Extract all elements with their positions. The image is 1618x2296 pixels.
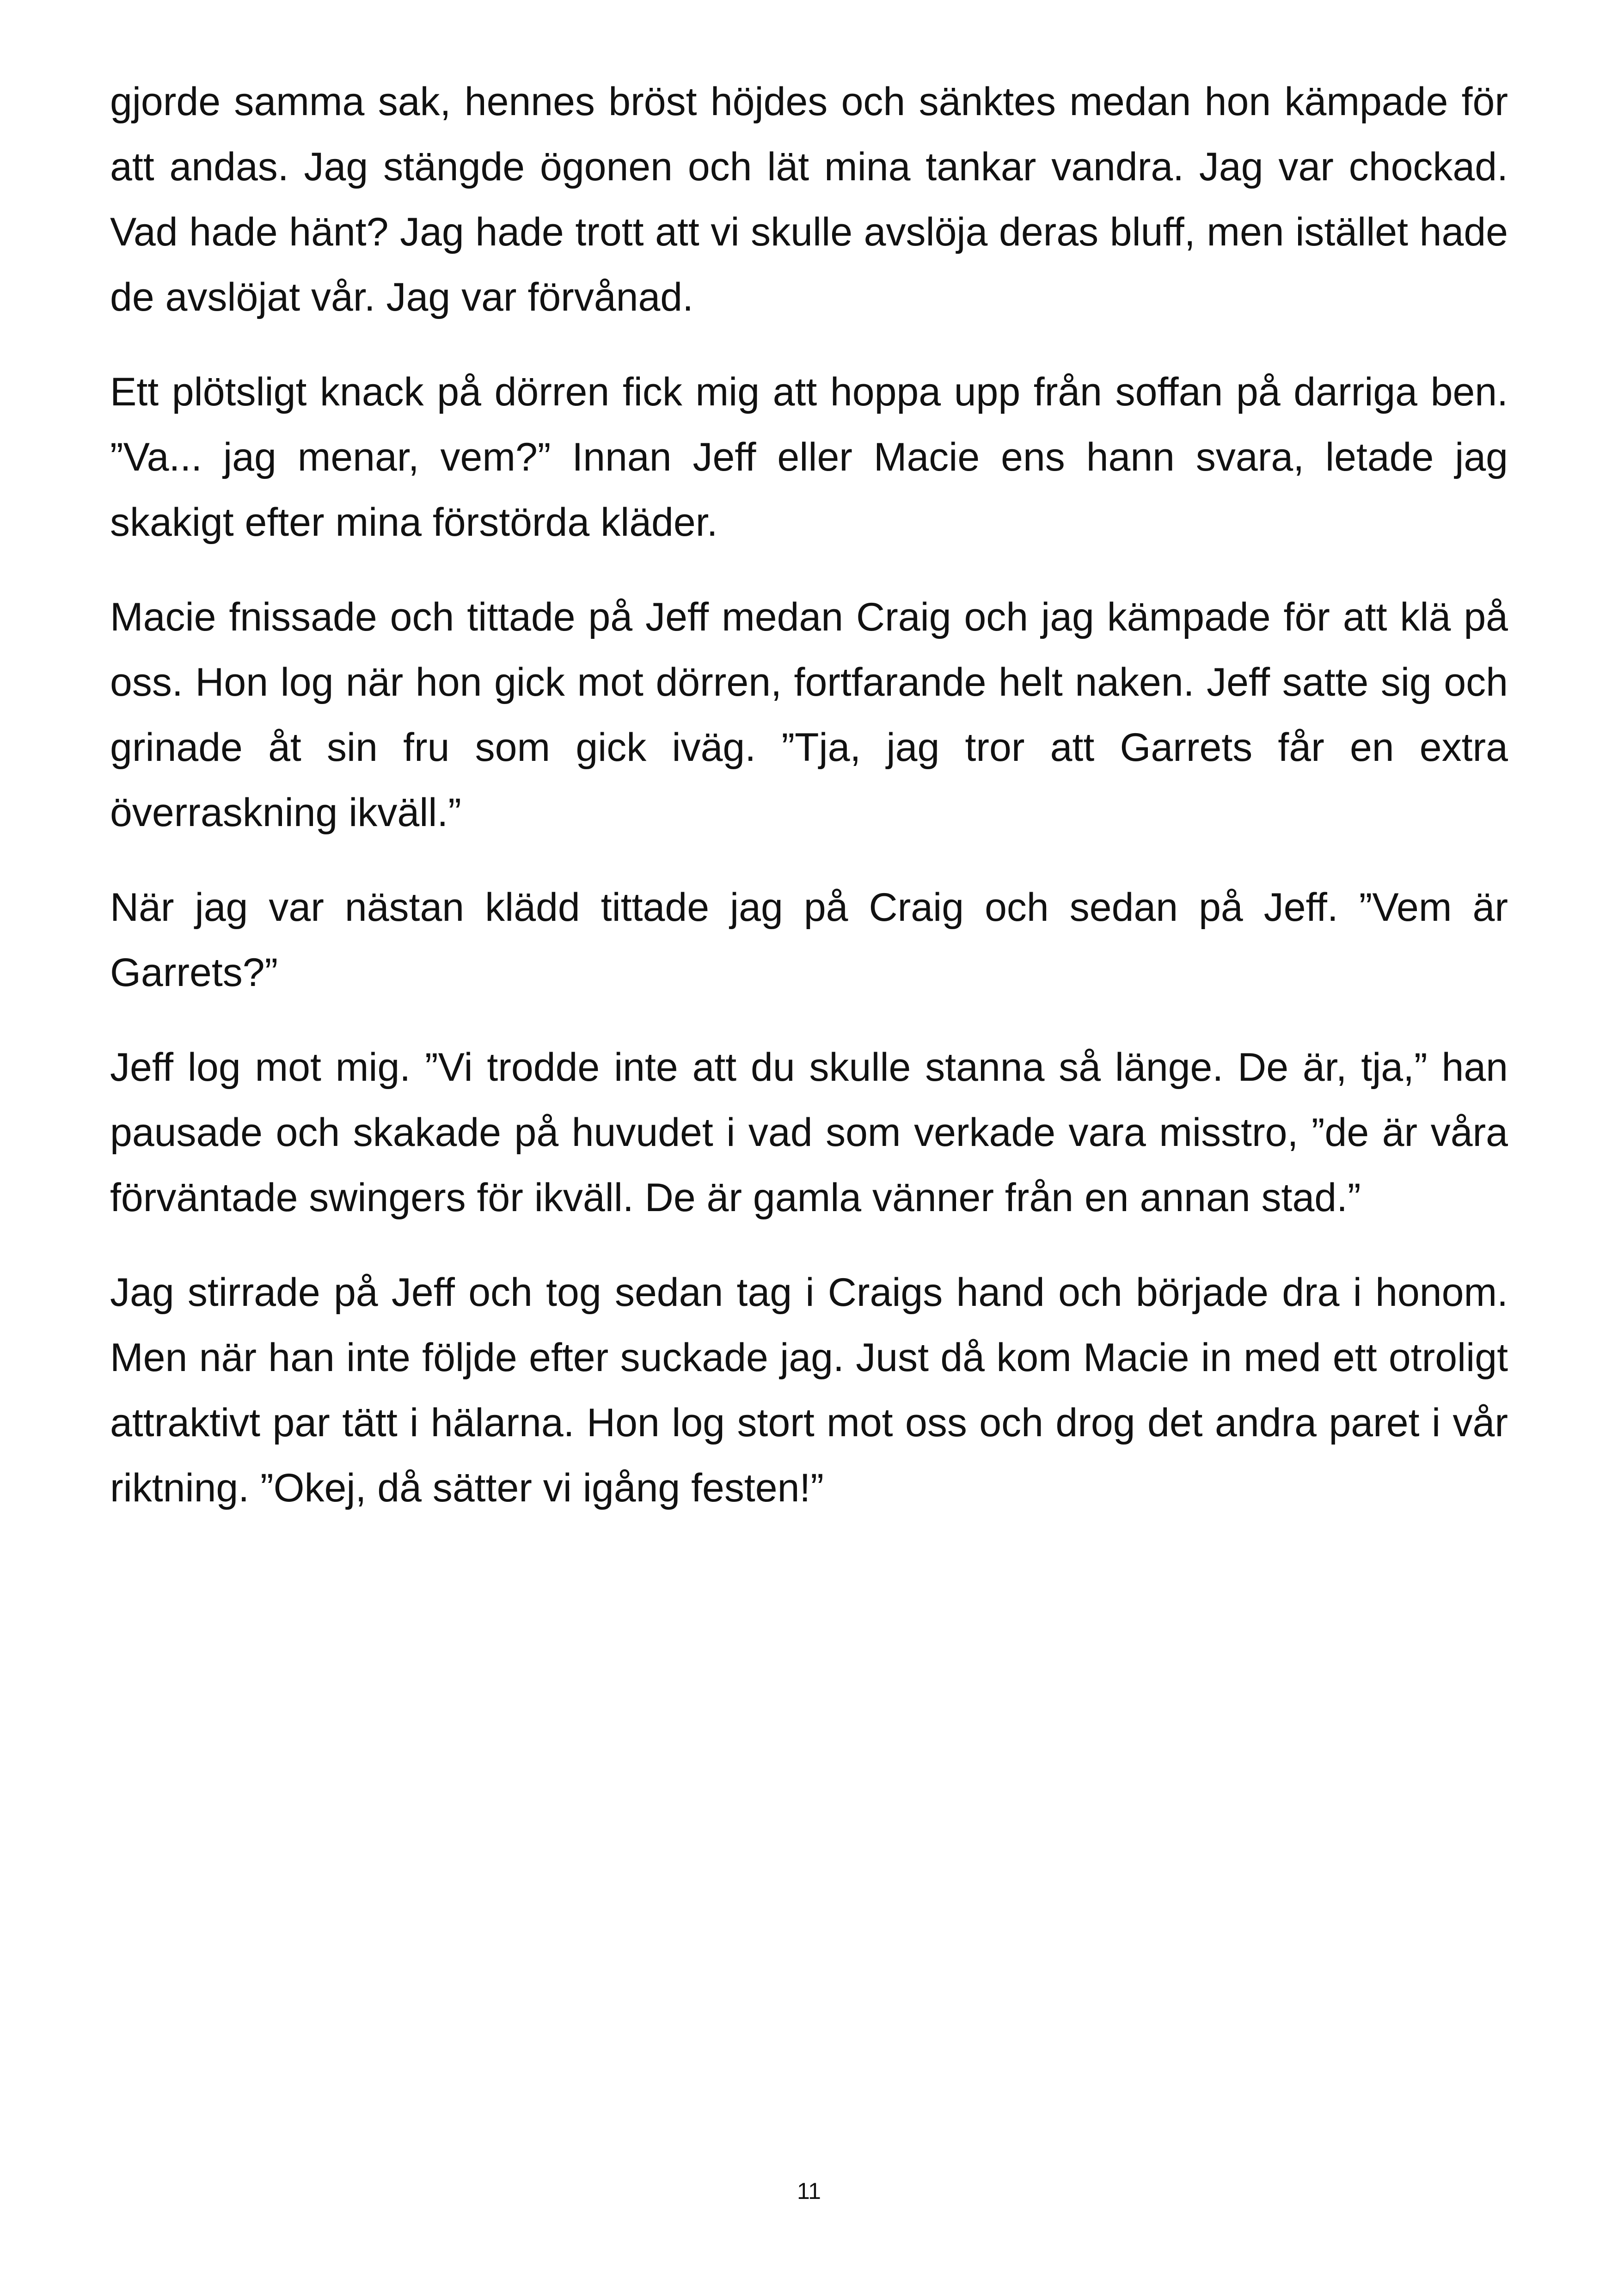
- paragraph-1: gjorde samma sak, hennes bröst höjdes och sänktes medan hon kämpade för att andas. Jag stängde ögonen och lät mina tankar vandra. Jag var chockad. Vad hade hänt? Jag hade trott att vi skulle avslöja deras bluff, men istället hade de avslöjat vår. Jag var förvånad.: [110, 80, 1508, 319]
- paragraph-5: Jeff log mot mig. ”Vi trodde inte att du skulle stanna så länge. De är, tja,” han pausade och skakade på huvudet i vad som verkade vara misstro, ”de är våra förväntade swingers för ikväll. De är gamla vänner från en annan stad.”: [110, 1045, 1508, 1220]
- paragraph-3: Macie fnissade och tittade på Jeff medan Craig och jag kämpade för att klä på oss. Hon log när hon gick mot dörren, fortfarande helt naken. Jeff satte sig och grinade åt sin fru som gick iväg. ”Tja, jag tror att Garrets får en extra överraskning ikväll.”: [110, 595, 1508, 835]
- body-text: [110, 69, 1508, 1550]
- paragraph-6: Jag stirrade på Jeff och tog sedan tag i Craigs hand och började dra i honom. Men när han inte följde efter suckade jag. Just då kom Macie in med ett otroligt attraktivt par tätt i hälarna. Hon log stort mot oss och drog det andra paret i vår riktning. ”Okej, då sätter vi igång festen!”: [110, 1270, 1508, 1510]
- page-number: 11: [797, 2178, 821, 2204]
- paragraph-2: Ett plötsligt knack på dörren fick mig att hoppa upp från soffan på darriga ben. ”Va... jag menar, vem?” Innan Jeff eller Macie ens hann svara, letade jag skakigt efter mina förstörda kläder.: [110, 370, 1508, 545]
- paragraph-4: När jag var nästan klädd tittade jag på Craig och sedan på Jeff. ”Vem är Garrets?”: [110, 885, 1508, 995]
